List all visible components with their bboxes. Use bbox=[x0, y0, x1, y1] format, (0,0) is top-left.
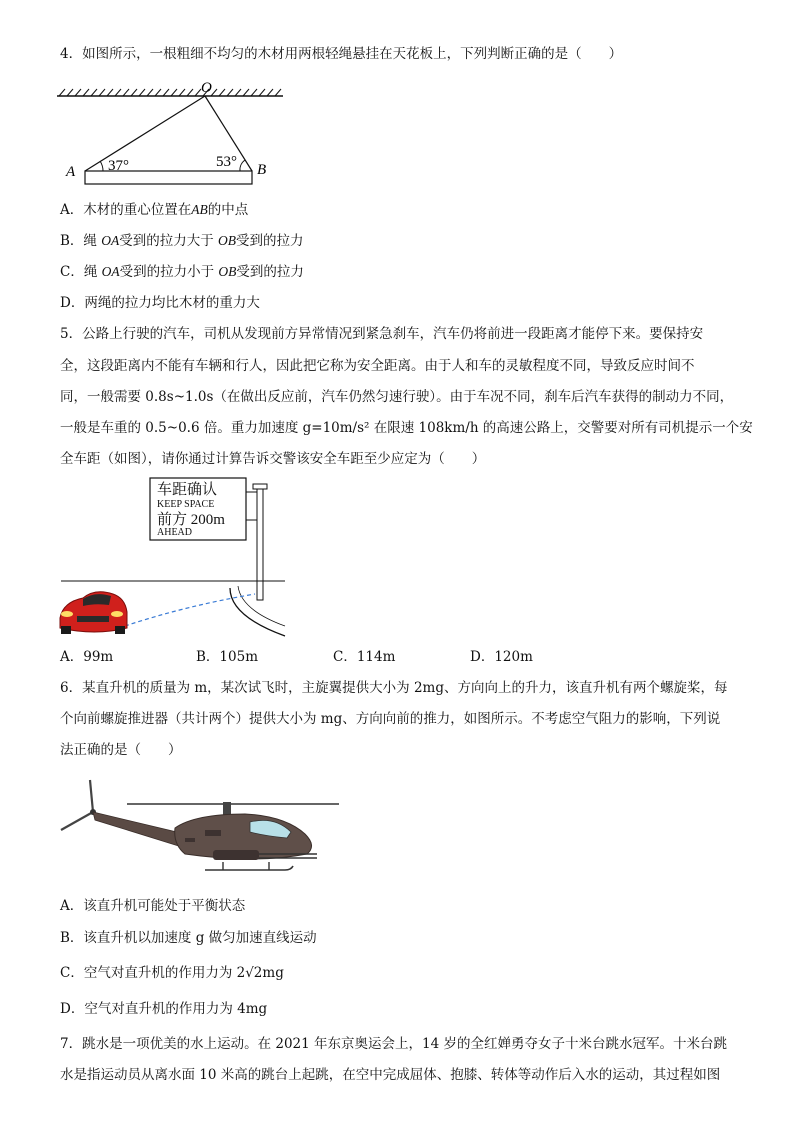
red-car bbox=[60, 592, 127, 634]
angle-arc-B bbox=[240, 160, 245, 171]
q4-option-a[interactable] bbox=[60, 200, 248, 220]
q4-option-c-prefix: C．绳 bbox=[60, 264, 102, 280]
q6-helicopter-figure bbox=[55, 772, 345, 884]
sign-line-2: KEEP SPACE bbox=[157, 499, 215, 510]
q5-option-c[interactable]: C．114m bbox=[333, 649, 396, 665]
q6-option-a[interactable]: A．该直升机可能处于平衡状态 bbox=[60, 898, 246, 914]
q5-figure bbox=[55, 476, 295, 641]
q5-option-d[interactable]: D．120m bbox=[470, 649, 533, 665]
q4-option-d[interactable]: D．两绳的拉力均比木材的重力大 bbox=[60, 295, 260, 311]
landing-skid bbox=[205, 866, 293, 870]
q6-stem-line-2: 个向前螺旋推进器（共计两个）提供大小为 mg、方向向前的推力，如图所示。不考虑空气阻力的影响，下列说 bbox=[60, 711, 721, 727]
q4-option-a-prefix: A．木材的重心位置在 bbox=[60, 202, 192, 218]
q6-option-d[interactable]: D．空气对直升机的作用力为 4mg bbox=[60, 1001, 268, 1017]
q4-option-b-mid: 受到的拉力大于 bbox=[119, 233, 219, 249]
q4-option-c-suffix: 受到的拉力 bbox=[236, 264, 304, 280]
q4-option-b[interactable] bbox=[60, 231, 304, 251]
q4-option-a-var: AB bbox=[191, 202, 208, 217]
angle-label-B: 53° bbox=[216, 154, 237, 170]
q4-option-b-prefix: B．绳 bbox=[60, 233, 102, 249]
q4-option-b-var: OA bbox=[101, 233, 120, 248]
distance-dashed bbox=[125, 594, 255, 626]
q6-stem-line-1: 6．某直升机的质量为 m，某次试飞时，主旋翼提供大小为 2mg、方向向上的升力，该直升机有两个螺旋桨，每 bbox=[60, 680, 728, 696]
q7-stem-line-2: 水是指运动员从离水面 10 米高的跳台上起跳，在空中完成屈体、抱膝、转体等动作后入水的运动，其过程如图 bbox=[60, 1067, 721, 1083]
q4-option-b-suffix: 受到的拉力 bbox=[236, 233, 304, 249]
q6-stem-line-3: 法正确的是（ ） bbox=[60, 742, 182, 758]
ceiling-hatching bbox=[59, 89, 281, 96]
q4-option-a-suffix: 的中点 bbox=[207, 202, 249, 218]
q4-option-c-var2: OB bbox=[218, 264, 237, 279]
q5-stem-line-3: 同，一般需要 0.8s~1.0s（在做出反应前，汽车仍然匀速行驶）。由于车况不同，刹车后汽车获得的制动力不同， bbox=[60, 389, 734, 405]
sign-pole bbox=[257, 488, 263, 600]
label-B: B bbox=[257, 162, 267, 178]
q4-stem: 4．如图所示，一根粗细不均匀的木材用两根轻绳悬挂在天花板上，下列判断正确的是（ ） bbox=[60, 46, 623, 62]
label-O: O bbox=[201, 80, 212, 96]
sign-line-3: 前方 200m bbox=[157, 512, 225, 528]
q4-option-b-var2: OB bbox=[218, 233, 237, 248]
q4-figure bbox=[55, 80, 285, 190]
q5-option-b[interactable]: B．105m bbox=[196, 649, 258, 665]
q4-option-c[interactable] bbox=[60, 262, 304, 282]
stub-wing bbox=[213, 850, 259, 860]
q5-option-a[interactable]: A．99m bbox=[60, 649, 114, 665]
angle-label-A: 37° bbox=[108, 158, 129, 174]
q6-option-b[interactable]: B．该直升机以加速度 g 做匀加速直线运动 bbox=[60, 930, 317, 946]
q6-option-c[interactable]: C．空气对直升机的作用力为 2√2mg bbox=[60, 965, 284, 981]
angle-arc-A bbox=[100, 161, 103, 171]
q4-option-c-var: OA bbox=[101, 264, 120, 279]
rope-OA bbox=[85, 96, 205, 171]
q4-option-c-mid: 受到的拉力小于 bbox=[119, 264, 219, 280]
q5-stem-line-4: 一般是车重的 0.5~0.6 倍。重力加速度 g=10m/s² 在限速 108km/h 的高速公路上，交警要对所有司机提示一个安 bbox=[60, 420, 753, 436]
q5-stem-line-2: 全，这段距离内不能有车辆和行人，因此把它称为安全距离。由于人和车的灵敏程度不同，导致反应时间不 bbox=[60, 358, 695, 374]
q5-stem-line-5: 全车距（如图），请你通过计算告诉交警该安全车距至少应定为（ ） bbox=[60, 451, 486, 467]
q5-stem-line-1: 5．公路上行驶的汽车，司机从发现前方异常情况到紧急刹车，汽车仍将前进一段距离才能停下来。要保持安 bbox=[60, 326, 704, 342]
tail-boom bbox=[93, 812, 185, 848]
sign-line-4: AHEAD bbox=[157, 527, 192, 538]
q7-stem-line-1: 7．跳水是一项优美的水上运动。在 2021 年东京奥运会上，14 岁的全红婵勇夺女子十米台跳水冠军。十米台跳 bbox=[60, 1036, 727, 1052]
sign-line-1: 车距确认 bbox=[157, 482, 218, 498]
label-A: A bbox=[66, 164, 76, 180]
